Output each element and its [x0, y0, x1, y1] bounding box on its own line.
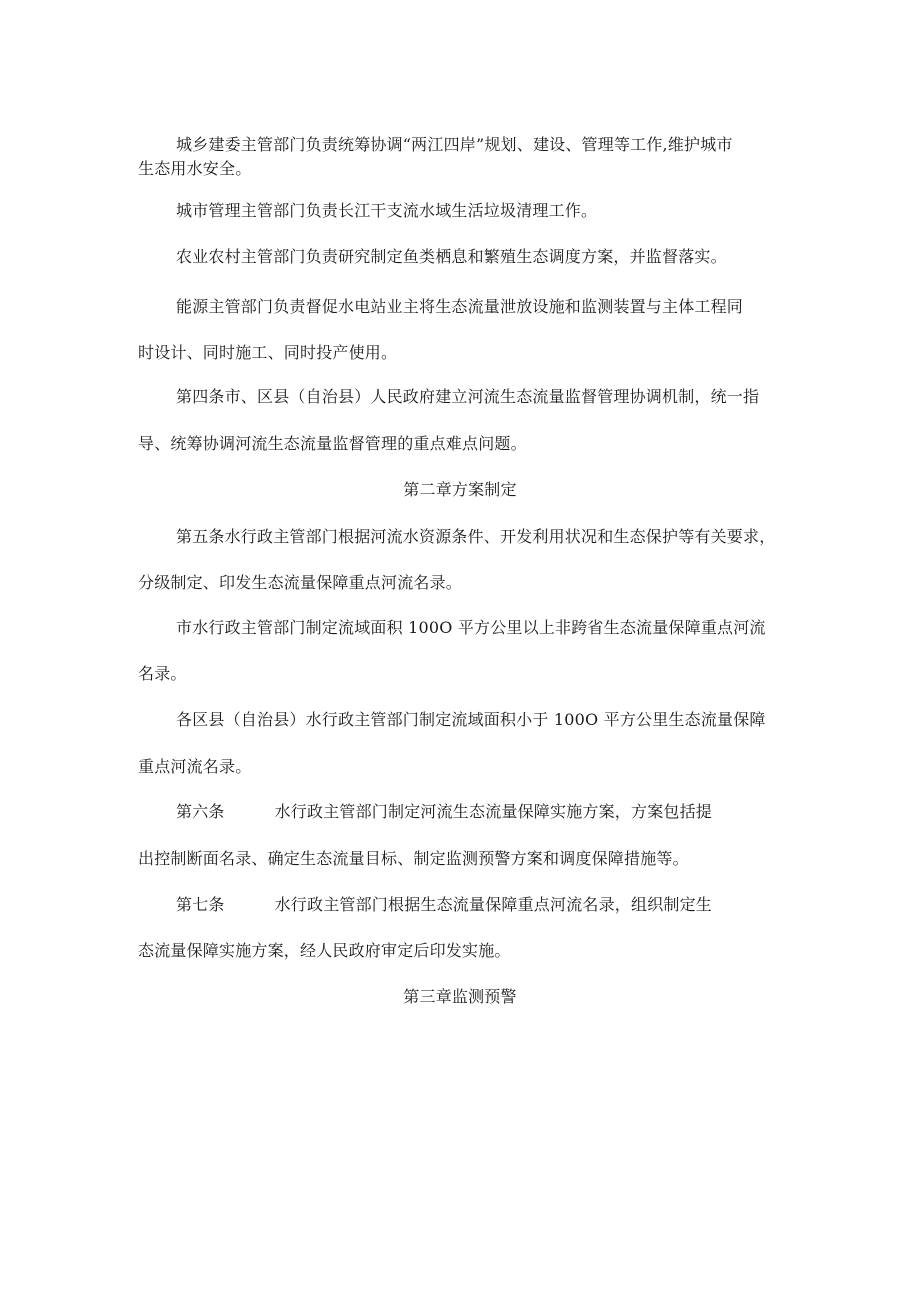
article-5-line-2: 分级制定、印发生态流量保障重点河流名录。: [138, 573, 463, 592]
article-5-line-1: 第五条水行政主管部门根据河流水资源条件、开发利用状况和生态保护等有关要求，: [176, 527, 776, 546]
paragraph-district-line-2: 重点河流名录。: [138, 757, 252, 776]
paragraph-4-line-2: 时设计、同时施工、同时投产使用。: [138, 343, 398, 362]
paragraph-district-line-1: 各区县（自治县）水行政主管部门制定流域面积小于 100O 平方公里生态流量保障: [176, 710, 766, 729]
article-4-line-2: 导、统筹协调河流生态流量监督管理的重点难点问题。: [138, 434, 527, 453]
article-6-text: 水行政主管部门制定河流生态流量保障实施方案，方案包括提: [274, 802, 713, 821]
paragraph-1-line-2: 生态用水安全。: [138, 159, 252, 178]
paragraph-1-line-1: 城乡建委主管部门负责统筹协调“两江四岸”规划、建设、管理等工作,维护城市: [176, 135, 733, 154]
paragraph-2: 城市管理主管部门负责长江干支流水域生活垃圾清理工作。: [176, 201, 598, 220]
paragraph-4-line-1: 能源主管部门负责督促水电站业主将生态流量泄放设施和监测装置与主体工程同: [176, 297, 744, 316]
chapter-2-heading: 第二章方案制定: [403, 480, 517, 499]
article-7-text: 水行政主管部门根据生态流量保障重点河流名录，组织制定生: [274, 895, 713, 914]
article-6-line-2: 出控制断面名录、确定生态流量目标、制定监测预警方案和调度保障措施等。: [138, 849, 689, 868]
article-6-label: 第六条: [176, 802, 225, 821]
article-7-line-1: [176, 894, 788, 916]
paragraph-city-line-1: 市水行政主管部门制定流域面积 100O 平方公里以上非跨省生态流量保障重点河流: [176, 618, 766, 637]
article-6-line-1: [176, 801, 788, 823]
paragraph-3: 农业农村主管部门负责研究制定鱼类栖息和繁殖生态调度方案，并监督落实。: [176, 247, 727, 266]
article-7-line-2: 态流量保障实施方案，经人民政府审定后印发实施。: [138, 941, 511, 960]
article-7-label: 第七条: [176, 895, 225, 914]
chapter-3-heading: 第三章监测预警: [403, 987, 517, 1006]
article-4-line-1: 第四条市、区县（自治县）人民政府建立河流生态流量监督管理协调机制，统一指: [176, 387, 760, 406]
paragraph-city-line-2: 名录。: [138, 664, 187, 683]
